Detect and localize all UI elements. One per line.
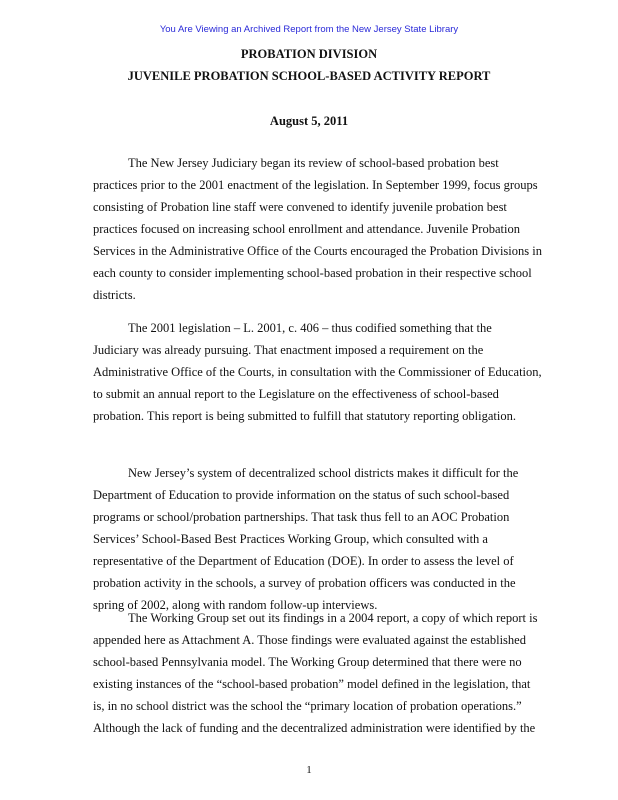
paragraph-line: representative of the Department of Education (DOE). In order to assess the level of [93,554,514,568]
paragraph-line: practices focused on increasing school enrollment and attendance. Juvenile Probation [93,222,520,236]
paragraph-line: appended here as Attachment A. Those findings were evaluated against the established [93,633,526,647]
paragraph-line: each county to consider implementing school-based probation in their respective school [93,266,532,280]
paragraph-line: New Jersey’s system of decentralized school districts makes it difficult for the [128,466,519,480]
paragraph-line: to submit an annual report to the Legislature on the effectiveness of school-based [93,387,499,401]
paragraph-line: probation. This report is being submitted to fulfill that statutory reporting obligation. [93,409,516,423]
paragraph-line: Although the lack of funding and the decentralized administration were identified by the [93,721,536,735]
paragraph-line: Services in the Administrative Office of the Courts encouraged the Probation Divisions in [93,244,542,258]
paragraph-2 [93,317,542,427]
paragraph-line: consisting of Probation line staff were convened to identify juvenile probation best [93,200,507,214]
paragraph-line: programs or school/probation partnerships. That task thus fell to an AOC Probation [93,510,510,524]
archive-banner: You Are Viewing an Archived Report from the New Jersey State Library [159,24,459,35]
paragraph-line: school-based Pennsylvania model. The Working Group determined that there were no [93,655,522,669]
paragraph-line: existing instances of the “school-based probation” model defined in the legislation, that [93,677,531,691]
paragraph-line: The 2001 legislation – L. 2001, c. 406 – thus codified something that the [128,321,492,335]
page-number: 1 [306,764,312,776]
paragraph-line: is, in no school district was the school the “primary location of probation operations.” [93,699,522,713]
paragraph-line: districts. [93,288,136,302]
paragraph-line: spring of 2002, along with random follow-up interviews. [93,598,378,612]
paragraph-line: The Working Group set out its findings in a 2004 report, a copy of which report is [128,611,538,625]
division-heading: PROBATION DIVISION [240,47,378,61]
paragraph-4 [93,607,538,739]
paragraph-line: Judiciary was already pursuing. That enactment imposed a requirement on the [93,343,484,357]
paragraph-line: Services’ School-Based Best Practices Working Group, which consulted with a [93,532,488,546]
paragraph-line: Administrative Office of the Courts, in consultation with the Commissioner of Education, [93,365,542,379]
paragraph-line: practices prior to the 2001 enactment of the legislation. In September 1999, focus groups [93,178,538,192]
paragraph-line: The New Jersey Judiciary began its review of school-based probation best [128,156,499,170]
report-title: JUVENILE PROBATION SCHOOL-BASED ACTIVITY REPORT [127,69,491,83]
paragraph-3 [93,462,533,616]
paragraph-1 [93,152,542,306]
report-date: August 5, 2011 [269,114,349,128]
paragraph-line: Department of Education to provide information on the status of such school-based [93,488,510,502]
paragraph-line: probation activity in the schools, a survey of probation officers was conducted in the [93,576,516,590]
